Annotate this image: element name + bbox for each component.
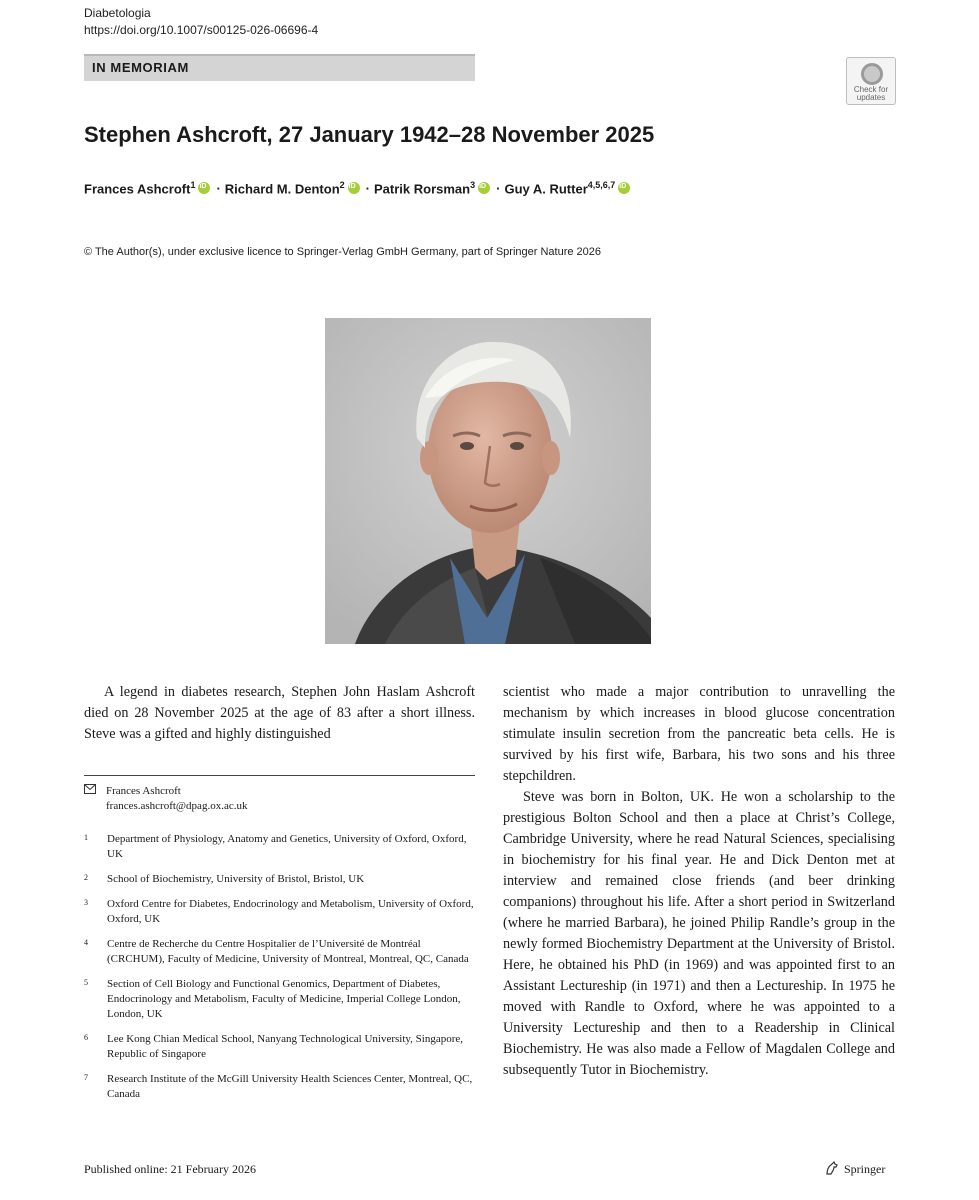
affiliation-text: Research Institute of the McGill University Health Sciences Center, Montreal, QC, Canada: [107, 1073, 473, 1100]
body-column-right: [503, 682, 895, 1081]
orcid-icon[interactable]: [478, 182, 490, 194]
body-paragraph: scientist who made a major contribution to unravelling the mechanism by which increases in blood glucose concentration stimulate insulin secretion from the pancreatic beta cells. He is survived by his first wife, Barbara, his two sons and his three stepchildren.: [503, 684, 895, 784]
portrait-photo: [325, 318, 651, 644]
doi-link[interactable]: https://doi.org/10.1007/s00125-026-06696-4: [84, 23, 319, 37]
correspondence-block: [84, 784, 475, 814]
published-date: Published online: 21 February 2026: [84, 1162, 256, 1176]
body-paragraph: Steve was born in Bolton, UK. He won a scholarship to the prestigious Bolton School and then a place at Christ’s College, Cambridge University, where he read Natural Sciences, specialising in biochemistry for his final year. He and Dick Denton met at interview and remained close friends (and beer drinking companions) throughout his life. After a short period in Switzerland (where he married Barbara), he joined Philip Randle’s group in the newly formed Biochemistry Department at the University of Bristol. Here, he obtained his PhD (in 1969) and was appointed first to an Assistant Lectureship (in 1971) and then a Lectureship. In 1975 he moved with Randle to Oxford, where he was appointed to a University Lectureship and then to a Readership in Clinical Biochemistry. He was also made a Fellow of Magdalen College and subsequently Tutor in Biochemistry.: [503, 789, 895, 1078]
affiliation-number: 2: [84, 873, 88, 882]
affiliation-number: 4: [84, 938, 88, 947]
body-column-left: [84, 682, 475, 745]
affiliation-number: 1: [84, 833, 88, 842]
correspondence-email[interactable]: frances.ashcroft@dpag.ox.ac.uk: [106, 800, 248, 812]
author-separator: ·: [496, 181, 501, 197]
affiliation-text: Section of Cell Biology and Functional Genomics, Department of Diabetes, Endocrinology and Metabolism, Faculty of Medicine, Imperial College London, London, UK: [107, 978, 461, 1020]
footnote-divider: [84, 775, 475, 776]
affiliation-item: [84, 872, 475, 887]
author-name[interactable]: Frances Ashcroft: [84, 181, 191, 197]
correspondence-name: Frances Ashcroft: [106, 785, 181, 797]
check-for-updates-button[interactable]: [846, 57, 896, 105]
author-affil: 1: [190, 180, 196, 190]
section-label-bar: [84, 54, 475, 81]
check-badge-line2: updates: [856, 93, 886, 102]
orcid-icon[interactable]: [198, 182, 210, 194]
affiliation-item: [84, 832, 475, 862]
springer-horse-icon: [824, 1160, 840, 1180]
check-updates-icon: [861, 63, 883, 85]
publisher-logo: [824, 1160, 885, 1180]
author-affil: 3: [470, 180, 476, 190]
orcid-icon[interactable]: [618, 182, 630, 194]
author-name[interactable]: Guy A. Rutter: [504, 181, 588, 197]
author-affil: 2: [339, 180, 345, 190]
publisher-name: Springer: [844, 1162, 886, 1176]
affiliation-list: [84, 832, 475, 1112]
orcid-icon[interactable]: [348, 182, 360, 194]
copyright-notice: © The Author(s), under exclusive licence to Springer-Verlag GmbH Germany, part of Springer Nature 2026: [84, 246, 601, 258]
affiliation-item: [84, 937, 475, 967]
affiliation-text: Oxford Centre for Diabetes, Endocrinology and Metabolism, University of Oxford, Oxford, UK: [107, 898, 474, 925]
author-list: [84, 180, 632, 196]
article-title: Stephen Ashcroft, 27 January 1942–28 November 2025: [84, 122, 655, 147]
affiliation-number: 3: [84, 898, 88, 907]
affiliation-text: School of Biochemistry, University of Bristol, Bristol, UK: [107, 873, 365, 885]
author-separator: ·: [216, 181, 221, 197]
portrait-illustration: [325, 318, 651, 644]
affiliation-item: [84, 977, 475, 1022]
affiliation-number: 7: [84, 1073, 88, 1082]
affiliation-text: Department of Physiology, Anatomy and Genetics, University of Oxford, Oxford, UK: [107, 833, 467, 860]
affiliation-item: [84, 897, 475, 927]
author-name[interactable]: Patrik Rorsman: [374, 181, 471, 197]
journal-name: Diabetologia: [84, 6, 151, 20]
body-paragraph: A legend in diabetes research, Stephen John Haslam Ashcroft died on 28 November 2025 at the age of 83 after a short illness. Steve was a gifted and highly distinguished: [84, 684, 475, 742]
check-badge-line1: Check for: [853, 85, 889, 94]
affiliation-number: 6: [84, 1033, 88, 1042]
affiliation-item: [84, 1032, 475, 1062]
affiliation-number: 5: [84, 978, 88, 987]
affiliation-text: Centre de Recherche du Centre Hospitalier de l’Université de Montréal (CRCHUM), Faculty of Medicine, University of Montreal, Montreal, QC, Canada: [107, 938, 469, 965]
affiliation-item: [84, 1072, 475, 1102]
section-label: IN MEMORIAM: [92, 60, 189, 75]
author-affil: 4,5,6,7: [587, 180, 616, 190]
author-separator: ·: [365, 181, 370, 197]
affiliation-text: Lee Kong Chian Medical School, Nanyang Technological University, Singapore, Republic of Singapore: [107, 1033, 464, 1060]
author-name[interactable]: Richard M. Denton: [224, 181, 340, 197]
envelope-icon: [84, 784, 96, 799]
